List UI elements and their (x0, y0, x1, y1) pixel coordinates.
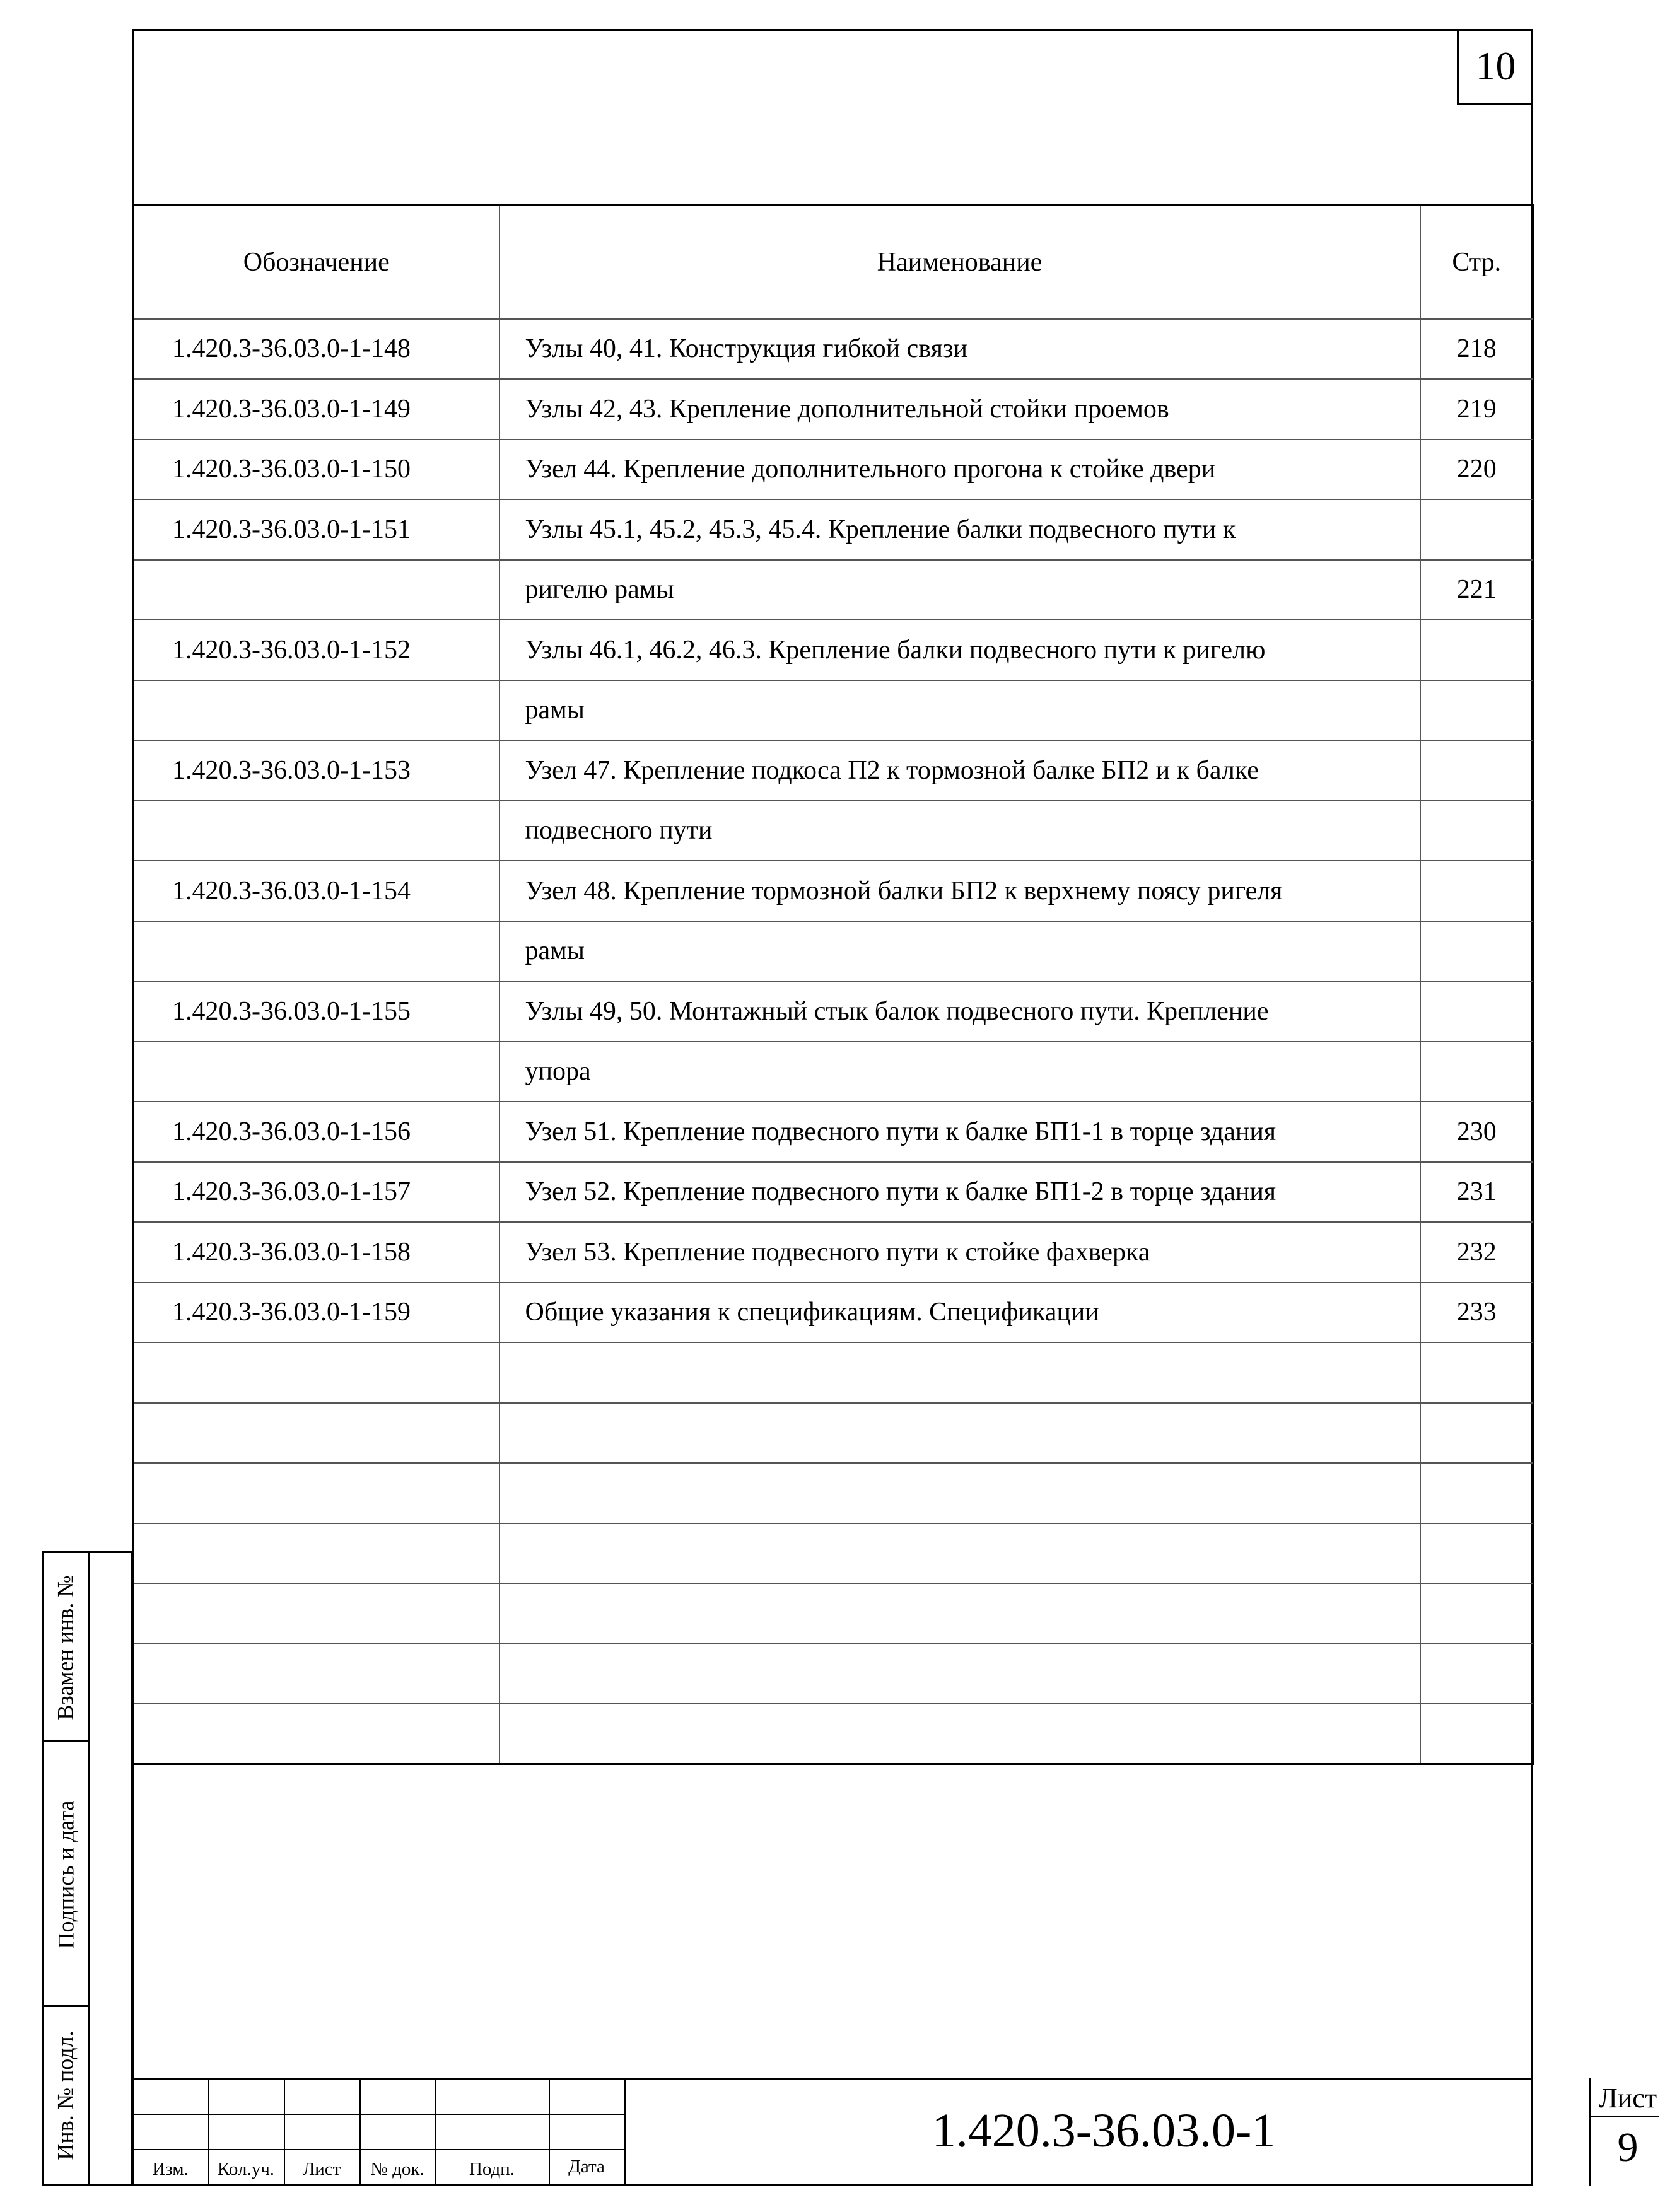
row-name: рамы (500, 921, 1420, 982)
row-page (1420, 801, 1534, 861)
row-code (134, 1403, 500, 1464)
row-code: 1.420.3-36.03.0-1-158 (134, 1222, 500, 1283)
row-name: Узел 52. Крепление подвесного пути к балке БП1-2 в торце здания (500, 1162, 1420, 1223)
side-label-replace: Взамен инв. № (53, 1575, 78, 1720)
row-page (1420, 499, 1534, 560)
row-page (1420, 1704, 1534, 1764)
table-row (134, 1403, 1534, 1464)
tb-label-sign: Подп. (469, 2159, 515, 2179)
tb-label-izm: Изм. (152, 2159, 189, 2179)
row-name (500, 1403, 1420, 1464)
table-row (134, 1583, 1534, 1644)
row-page (1420, 981, 1534, 1042)
tb-label-doc: № док. (370, 2159, 424, 2179)
row-name: ригелю рамы (500, 560, 1420, 620)
row-code: 1.420.3-36.03.0-1-153 (134, 740, 500, 801)
table-row (134, 1162, 1534, 1223)
row-code (134, 1704, 500, 1764)
table-row (134, 1102, 1534, 1162)
header-code: Обозначение (134, 206, 500, 319)
table-row (134, 1342, 1534, 1403)
row-code: 1.420.3-36.03.0-1-159 (134, 1283, 500, 1343)
table-row (134, 861, 1534, 921)
table-row (134, 1042, 1534, 1102)
row-page: 220 (1420, 439, 1534, 500)
row-page: 230 (1420, 1102, 1534, 1162)
table-row (134, 1222, 1534, 1283)
table-row (134, 740, 1534, 801)
row-code: 1.420.3-36.03.0-1-151 (134, 499, 500, 560)
row-page (1420, 1583, 1534, 1644)
row-page: 231 (1420, 1162, 1534, 1223)
header-name: Наименование (500, 206, 1420, 319)
row-code (134, 1042, 500, 1102)
row-page (1420, 740, 1534, 801)
row-name: Общие указания к спецификациям. Спецификации (500, 1283, 1420, 1343)
row-page: 233 (1420, 1283, 1534, 1343)
row-page (1420, 1463, 1534, 1523)
side-label-inv: Инв. № подл. (53, 2030, 78, 2160)
tb-sheet-line (1589, 2116, 1659, 2117)
row-page (1420, 861, 1534, 921)
row-page: 221 (1420, 560, 1534, 620)
row-code (134, 560, 500, 620)
row-name (500, 1644, 1420, 1704)
row-code: 1.420.3-36.03.0-1-156 (134, 1102, 500, 1162)
row-code: 1.420.3-36.03.0-1-148 (134, 319, 500, 380)
side-label-signature: Подпись и дата (53, 1800, 79, 1949)
side-stamp (42, 1551, 132, 2186)
row-name: Узлы 46.1, 46.2, 46.3. Крепление балки подвесного пути к ригелю (500, 620, 1420, 680)
row-page (1420, 680, 1534, 741)
tb-top-line (132, 2078, 1533, 2080)
row-page (1420, 620, 1534, 680)
row-code (134, 801, 500, 861)
row-page (1420, 1403, 1534, 1464)
row-name: Узлы 42, 43. Крепление дополнительной стойки проемов (500, 379, 1420, 439)
row-name: рамы (500, 680, 1420, 741)
page-number: 10 (1457, 29, 1533, 105)
row-name (500, 1583, 1420, 1644)
row-page: 232 (1420, 1222, 1534, 1283)
sheet-number: 9 (1617, 2124, 1639, 2170)
tb-row-line-1 (132, 2114, 624, 2115)
table-row (134, 1523, 1534, 1584)
row-name: Узлы 49, 50. Монтажный стык балок подвесного пути. Крепление (500, 981, 1420, 1042)
row-page (1420, 921, 1534, 982)
sheet-label: Лист (1598, 2083, 1657, 2114)
row-name: Узлы 40, 41. Конструкция гибкой связи (500, 319, 1420, 380)
table-row (134, 801, 1534, 861)
table-row (134, 1644, 1534, 1704)
table-row (134, 620, 1534, 680)
row-code: 1.420.3-36.03.0-1-157 (134, 1162, 500, 1223)
row-name (500, 1342, 1420, 1403)
table-row (134, 560, 1534, 620)
row-name: Узел 47. Крепление подкоса П2 к тормозной балке БП2 и к балке (500, 740, 1420, 801)
row-name: Узел 48. Крепление тормозной балки БП2 к верхнему поясу ригеля (500, 861, 1420, 921)
row-code: 1.420.3-36.03.0-1-150 (134, 439, 500, 500)
row-code (134, 1644, 500, 1704)
document-code: 1.420.3-36.03.0-1 (932, 2104, 1276, 2157)
contents-table (132, 204, 1534, 1765)
tb-label-date: Дата (568, 2157, 605, 2177)
table-body (134, 319, 1534, 1764)
table-row (134, 439, 1534, 500)
row-page: 219 (1420, 379, 1534, 439)
row-page (1420, 1644, 1534, 1704)
row-name: Узлы 45.1, 45.2, 45.3, 45.4. Крепление балки подвесного пути к (500, 499, 1420, 560)
row-name: Узел 44. Крепление дополнительного прогона к стойке двери (500, 439, 1420, 500)
tb-label-kolvo: Кол.уч. (217, 2159, 275, 2179)
table-row (134, 1463, 1534, 1523)
row-code (134, 1463, 500, 1523)
row-name: Узел 53. Крепление подвесного пути к стойке фахверка (500, 1222, 1420, 1283)
row-name (500, 1704, 1420, 1764)
table-row (134, 379, 1534, 439)
table-row (134, 499, 1534, 560)
row-code (134, 1583, 500, 1644)
row-name: подвесного пути (500, 801, 1420, 861)
row-code (134, 1523, 500, 1584)
row-page: 218 (1420, 319, 1534, 380)
side-column-blank (88, 1553, 132, 2184)
row-name (500, 1523, 1420, 1584)
table-header-row (134, 206, 1534, 319)
row-name (500, 1463, 1420, 1523)
table-row (134, 1283, 1534, 1343)
table-row (134, 1704, 1534, 1764)
row-page (1420, 1523, 1534, 1584)
row-code: 1.420.3-36.03.0-1-154 (134, 861, 500, 921)
tb-label-list: Лист (302, 2159, 341, 2179)
row-page (1420, 1342, 1534, 1403)
header-page: Стр. (1420, 206, 1534, 319)
table-row (134, 921, 1534, 982)
row-code (134, 921, 500, 982)
row-name: упора (500, 1042, 1420, 1102)
table-row (134, 981, 1534, 1042)
table-row (134, 319, 1534, 380)
row-code (134, 680, 500, 741)
row-code: 1.420.3-36.03.0-1-149 (134, 379, 500, 439)
title-block (132, 2078, 1657, 2186)
row-name: Узел 51. Крепление подвесного пути к балке БП1-1 в торце здания (500, 1102, 1420, 1162)
row-code: 1.420.3-36.03.0-1-155 (134, 981, 500, 1042)
table-row (134, 680, 1534, 741)
tb-row-line-2 (132, 2149, 624, 2150)
row-code (134, 1342, 500, 1403)
row-page (1420, 1042, 1534, 1102)
row-code: 1.420.3-36.03.0-1-152 (134, 620, 500, 680)
